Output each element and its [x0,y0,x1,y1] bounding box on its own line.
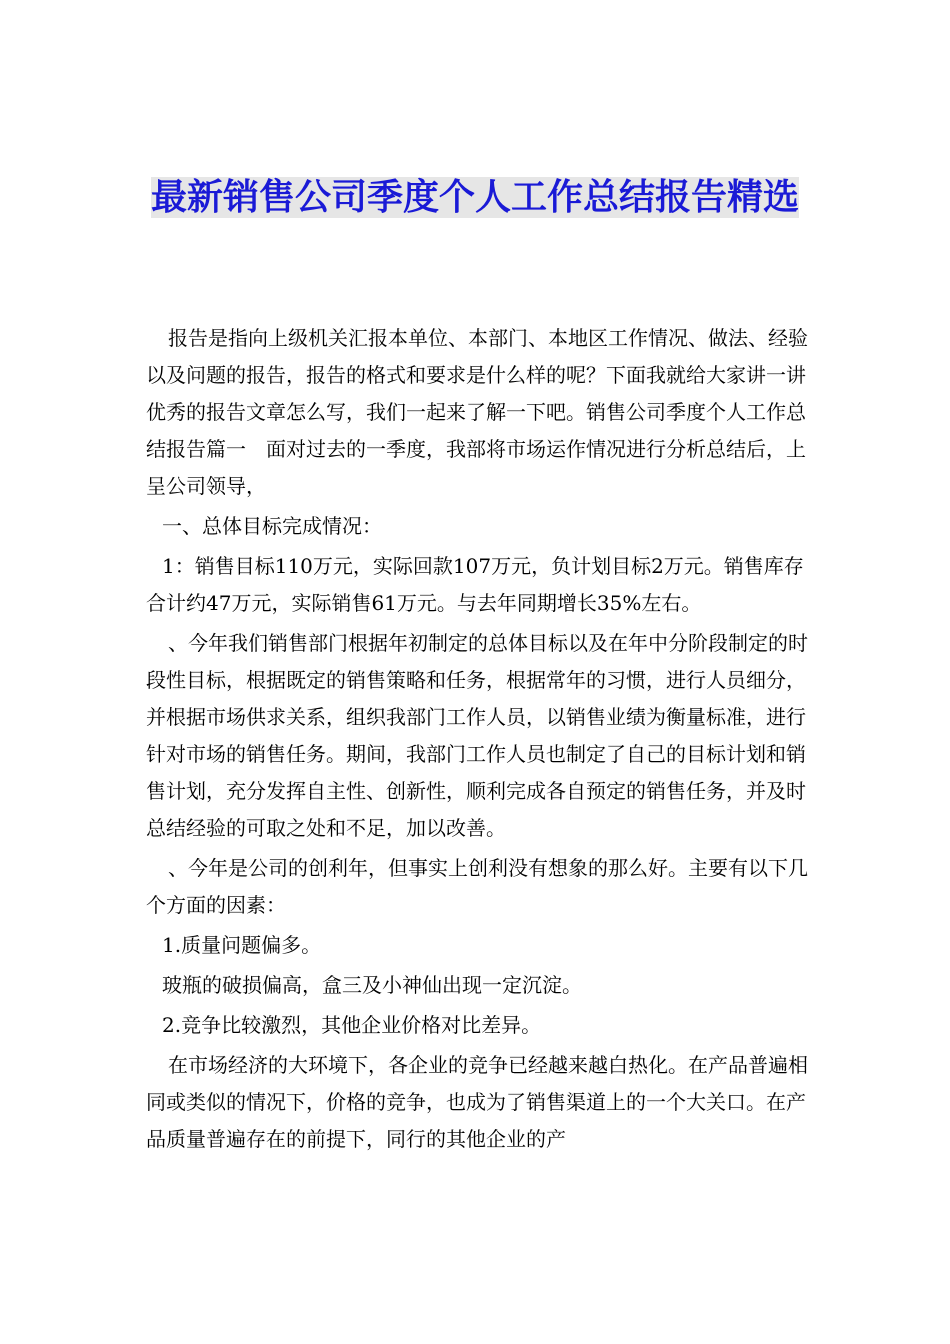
paragraph-bottle-breakage: 玻瓶的破损偏高，盒三及小神仙出现一定沉淀。 [162,973,582,997]
paragraph-section-heading: 一、总体目标完成情况： [162,514,382,538]
paragraph-intro: 报告是指向上级机关汇报本单位、本部门、本地区工作情况、做法、经验以及问题的报告，报告的格式和要求是什么样的呢？下面我就给大家讲一讲优秀的报告文章怎么写，我们一起来了解一下吧。销售公司季度个人工作总结报告篇一 面对过去的一季度，我部将市场运作情况进行分析总结后，上呈公司领导， [146,326,808,498]
document-title-text: 最新销售公司季度个人工作总结报告精选 [150,177,799,218]
paragraph-competition: 2.竞争比较激烈，其他企业价格对比差异。 [162,1013,542,1037]
document-body [146,320,814,1158]
paragraph-sales-strategy: 、今年我们销售部门根据年初制定的总体目标以及在年中分阶段制定的时段性目标，根据既定的销售策略和任务，根据常年的习惯，进行人员细分，并根据市场供求关系，组织我部门工作人员，以销售业绩为衡量标准，进行针对市场的销售任务。期间，我部门工作人员也制定了自己的目标计划和销售计划，充分发挥自主性、创新性，顺利完成各自预定的销售任务，并及时总结经验的可取之处和不足，加以改善。 [146,631,808,840]
document-title [140,172,810,224]
paragraph-profit-factors: 、今年是公司的创利年，但事实上创利没有想象的那么好。主要有以下几个方面的因素： [146,856,808,917]
paragraph-quality-issues: 1.质量问题偏多。 [162,933,322,957]
paragraph-sales-figures: 1：销售目标110万元，实际回款107万元，负计划目标2万元。销售库存合计约47万元，实际销售61万元。与去年同期增长35%左右。 [146,554,804,615]
paragraph-market-economy: 在市场经济的大环境下，各企业的竞争已经越来越白热化。在产品普遍相同或类似的情况下，价格的竞争，也成为了销售渠道上的一个大关口。在产品质量普遍存在的前提下，同行的其他企业的产 [146,1053,808,1151]
